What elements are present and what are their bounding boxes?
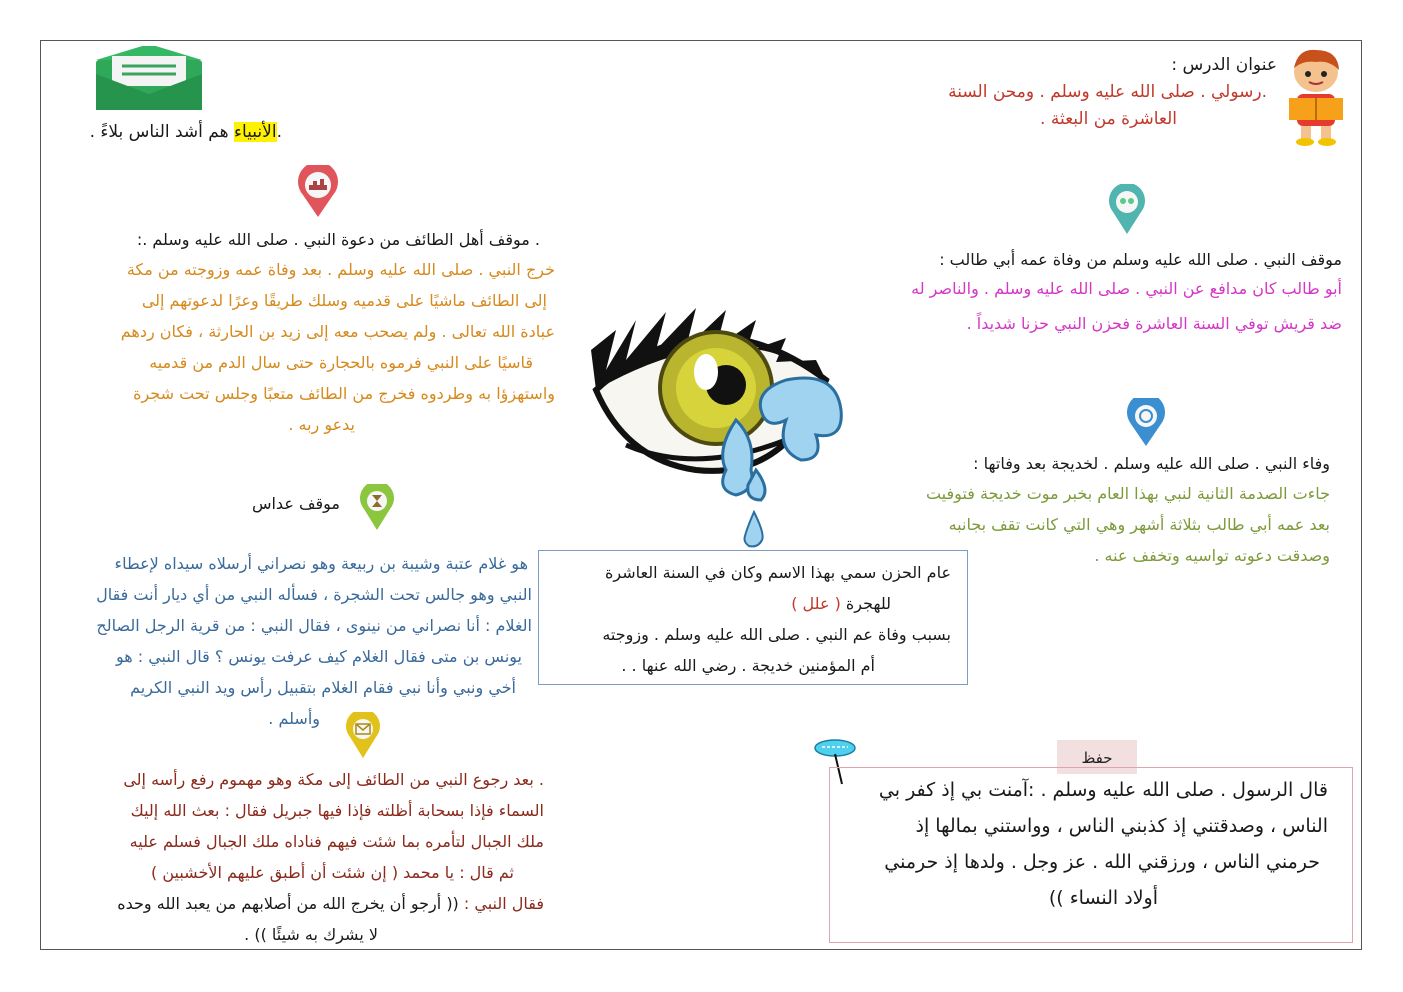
return-line: السماء فإذا بسحابة أظلته فإذا فيها جبريل فقال : بعث الله إليك bbox=[130, 801, 544, 820]
lesson-title-line2: العاشرة من البعثة . bbox=[1040, 109, 1177, 129]
addas-line: هو غلام عتبة وشيبة بن ربيعة وهو نصراني أرسلاه سيداه لإعطاء bbox=[114, 554, 528, 573]
return-line: ملك الجبال لتأمره بما شئت فيهم فناداه ملك الجبال فسلم عليه bbox=[129, 832, 544, 851]
memorize-box bbox=[829, 767, 1353, 943]
addas-line: النبي وهو جالس تحت الشجرة ، فسأله النبي من أي ديار أنت فقال bbox=[96, 585, 532, 604]
abu-talib-heading: موقف النبي . صلى الله عليه وسلم من وفاة عمه أبي طالب : bbox=[939, 250, 1342, 269]
taif-line: خرج النبي . صلى الله عليه وسلم . بعد وفاة عمه وزوجته من مكة bbox=[126, 260, 555, 279]
hadith-line: قال الرسول . صلى الله عليه وسلم . :آمنت بي إذ كفر بي bbox=[878, 779, 1328, 801]
return-quote-end: لا يشرك به شيئًا )) . bbox=[244, 925, 378, 944]
taif-line: عبادة الله تعالى . ولم يصحب معه إلى زيد بن الحارثة ، فكان ردهم bbox=[120, 322, 555, 341]
abu-talib-body bbox=[860, 273, 1342, 339]
crying-eye-icon bbox=[586, 300, 846, 550]
return-quote-line: فقال النبي : (( أرجو أن يخرج الله من أصلابهم من يعبد الله وحده bbox=[117, 894, 544, 913]
sorrow-line: أم المؤمنين خديجة . رضي الله عنها . . bbox=[621, 656, 875, 675]
khadija-heading: وفاء النبي . صلى الله عليه وسلم . لخديجة بعد وفاتها : bbox=[973, 454, 1330, 473]
banner-highlight: الأنبياء bbox=[234, 122, 277, 142]
return-line: ثم قال : يا محمد ( إن شئت أن أطبق عليهم الأخشبين ) bbox=[151, 863, 514, 882]
khadija-line: جاءت الصدمة الثانية لنبي بهذا العام بخبر موت خديجة فتوفيت bbox=[925, 484, 1330, 503]
sorrow-line: عام الحزن سمي بهذا الاسم وكان في السنة العاشرة bbox=[604, 563, 951, 582]
lesson-title-line1: .رسولي . صلى الله عليه وسلم . ومحن السنة bbox=[948, 82, 1267, 102]
map-pin-icon bbox=[295, 165, 341, 219]
khadija-line: وصدقت دعوته تواسيه وتخفف عنه . bbox=[1094, 546, 1330, 565]
map-pin-icon bbox=[344, 712, 382, 760]
hadith-line: أولاد النساء )) bbox=[1048, 887, 1158, 909]
addas-line: وأسلم . bbox=[268, 709, 320, 728]
map-pin-icon bbox=[1106, 184, 1148, 236]
sorrow-line: للهجرة ( علل ) bbox=[791, 594, 891, 613]
taif-line: قاسيًا على النبي فرموه بالحجارة حتى سال الدم من قدميه bbox=[149, 353, 533, 372]
addas-body bbox=[45, 548, 532, 734]
hadith-line: حرمني الناس ، ورزقني الله . عز وجل . ولدها إذ حرمني bbox=[884, 851, 1320, 873]
map-pin-icon bbox=[358, 484, 396, 532]
abu-talib-line: ضد قريش توفي السنة العاشرة فحزن النبي حزنا شديداً . bbox=[966, 314, 1342, 333]
taif-line: إلى الطائف ماشيًا على قدميه وسلك طريقًا وعرًا لدعوتهم إلى bbox=[141, 291, 547, 310]
addas-line: يونس بن متى فقال الغلام كيف عرفت يونس ؟ قال النبي : هو bbox=[115, 647, 522, 666]
return-body bbox=[60, 764, 544, 950]
memorize-tab: حفظ bbox=[1057, 740, 1137, 774]
addas-heading: موقف عداس bbox=[251, 494, 340, 513]
lesson-title-block bbox=[900, 52, 1277, 133]
return-line: . بعد رجوع النبي من الطائف إلى مكة وهو مهموم رفع رأسه إلى bbox=[123, 770, 544, 789]
year-of-sorrow-box bbox=[538, 550, 968, 685]
tear-drop-icon bbox=[741, 510, 767, 550]
taif-heading: . موقف أهل الطائف من دعوة النبي . صلى الله عليه وسلم .: bbox=[136, 230, 540, 249]
map-pin-icon bbox=[1124, 398, 1168, 448]
addas-line: أخي ونبي وأنا نبي فقام الغلام بتقبيل رأس ويد النبي الكريم bbox=[130, 678, 516, 697]
taif-line: واستهزؤا به وطردوه فخرج من الطائف متعبًا وجلس تحت شجرة bbox=[133, 384, 555, 403]
boy-reading-icon bbox=[1283, 48, 1349, 148]
lesson-heading: عنوان الدرس : bbox=[1171, 55, 1277, 75]
khadija-line: بعد عمه أبي طالب بثلاثة أشهر وهي التي كانت تقف بجانبه bbox=[948, 515, 1330, 534]
banner-text: .الأنبياء هم أشد الناس بلاءً . bbox=[89, 122, 282, 142]
envelope-icon bbox=[94, 46, 204, 112]
taif-line: يدعو ربه . bbox=[288, 415, 355, 434]
hadith-line: الناس ، وصدقتني إذ كذبني الناس ، وواستني بمالها إذ bbox=[915, 815, 1328, 837]
abu-talib-line: أبو طالب كان مدافع عن النبي . صلى الله عليه وسلم . والناصر له bbox=[911, 279, 1342, 298]
sorrow-line: بسبب وفاة عم النبي . صلى الله عليه وسلم . وزوجته bbox=[602, 625, 951, 644]
addas-line: الغلام : أنا نصراني من نينوى ، فقال النبي : من قرية الرجل الصالح bbox=[96, 616, 532, 635]
taif-body bbox=[70, 254, 555, 440]
